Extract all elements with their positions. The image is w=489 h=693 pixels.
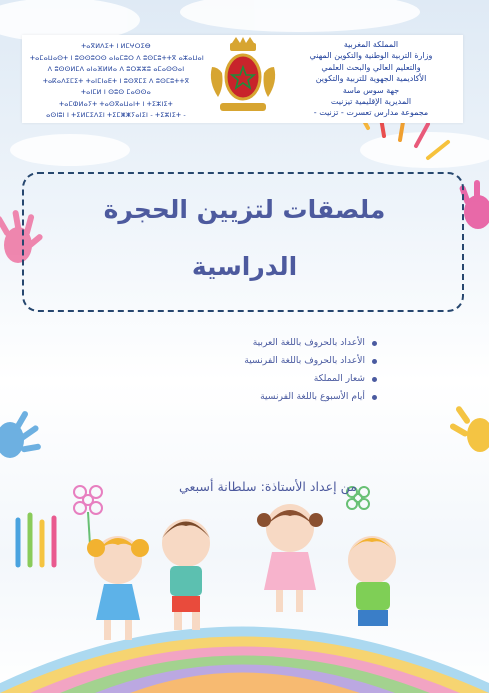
author-credit: من إعداد الأستاذة: سلطانة أسبعي	[179, 479, 357, 494]
school-header	[22, 35, 463, 123]
handprint-left-blue	[0, 410, 41, 458]
bullet-icon	[372, 341, 377, 346]
arabic-line: والتعليم العالي والبحث العلمي	[321, 62, 421, 72]
page-title-line-1: ملصقات لتزيين الحجرة	[103, 195, 386, 224]
bullet-icon	[372, 359, 377, 364]
tifinagh-line: ⵜⴰⵏⵎⵍ ⵏ ⵙⵓⵙ ⵎⴰⵙⵙⴰ	[80, 88, 151, 96]
moroccan-coat-of-arms-emblem	[202, 37, 284, 119]
list-item	[244, 370, 377, 388]
handprint-right-yellow	[449, 405, 489, 452]
contents-list	[244, 334, 377, 406]
arabic-line: المديرية الإقليمية تيزنيت	[330, 97, 412, 107]
tifinagh-header-text	[30, 41, 202, 122]
tifinagh-line: ⴰⵙⵏⵓⵏ ⵏ ⵜⵉⵍⵎⵉⴷⵉⵏ ⵜⵉⵎⵥⵥⵢⴰⵏⵉⵏ - ⵜⵉⵣⵏⵉⵜ -	[46, 111, 186, 119]
bullet-icon	[372, 395, 377, 400]
tifinagh-line: ⵜⴰⴽⴰⴷⵉⵎⵉⵜ ⵜⴰⵏⵎⵏⴰⴹⵜ ⵏ ⵓⵙⴳⵎⵉ ⴷ ⵓⵙⵎⵓⵜⵜⴳ	[42, 76, 190, 85]
tifinagh-line: ⵜⴰⵎⵀⵍⴰⵢⵜ ⵜⴰⵙⴳⴰⵡⴰⵏⵜ ⵏ ⵜⵉⵣⵏⵉⵜ	[59, 99, 173, 108]
child-girl-center-illustration	[257, 504, 323, 612]
rainbow-hill	[0, 627, 489, 693]
list-item-text: شعار المملكة	[313, 373, 365, 384]
arabic-line: الأكاديمية الجهوية للتربية والتكوين	[315, 74, 427, 84]
paint-strokes-decoration	[18, 515, 54, 565]
list-item	[244, 388, 377, 406]
list-item-text: الأعداد بالحروف باللغة العربية	[252, 337, 365, 348]
arabic-line: وزارة التربية الوطنية والتكوين المهني	[309, 51, 433, 61]
arabic-line: المملكة المغربية	[343, 40, 399, 49]
arabic-line: جهة سوس ماسة	[342, 85, 400, 95]
page-title-line-2: الدراسية	[191, 252, 298, 281]
child-boy-illustration	[162, 519, 210, 630]
list-item-text: الأعداد بالحروف باللغة الفرنسية	[244, 355, 365, 366]
tifinagh-line: ⴷ ⵓⵙⵙⵍⵎⴷ ⴰⵏⴰⴼⵍⵍⴰ ⴷ ⵓⵔⵣⵣⵓ ⴰⵎⴰⵙⵙⴰⵏ	[47, 65, 185, 73]
bullet-icon	[372, 377, 377, 382]
title-frame	[22, 172, 464, 312]
child-boy-right-illustration	[348, 536, 396, 626]
tifinagh-line: ⵜⴰⴳⵍⴷⵉⵜ ⵏ ⵍⵎⵖⵔⵉⴱ	[81, 42, 151, 50]
list-item	[244, 334, 377, 352]
child-girl-left-illustration	[87, 536, 149, 640]
arabic-header-text	[287, 39, 455, 119]
list-item-text: أيام الأسبوع باللغة الفرنسية	[260, 391, 365, 402]
list-item	[244, 352, 377, 370]
tifinagh-line: ⵜⴰⵎⴰⵡⴰⵙⵜ ⵏ ⵓⵙⵙⵓⵔⵙ ⴰⵏⴰⵎⵓⵔ ⴷ ⵓⵙⵎⵓⵜⵜⴳ ⴰⵣⴰⵡⴰⵏ	[30, 53, 204, 62]
arabic-line: مجموعة مدارس تعسرت - تزنيت -	[313, 108, 429, 118]
flower-decoration	[74, 486, 102, 545]
